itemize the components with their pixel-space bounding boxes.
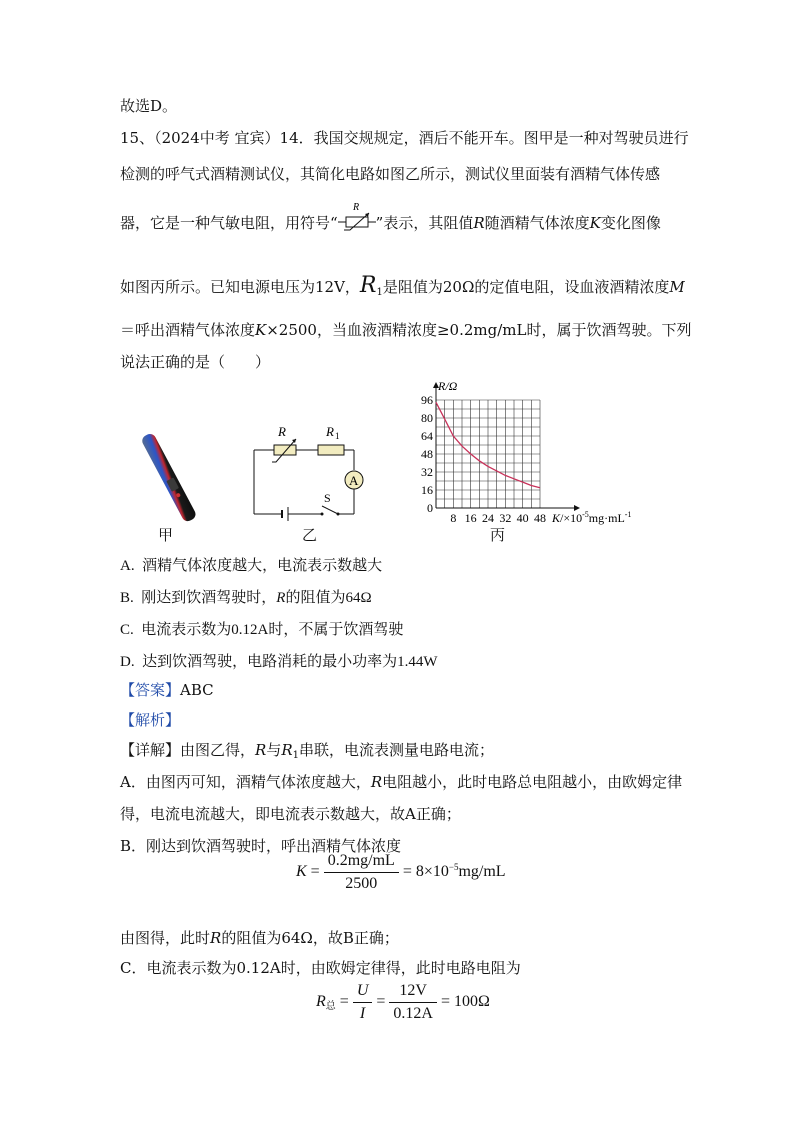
explain-text: 由图得，此时: [120, 929, 211, 947]
x-axis-label: $K/\times 10^{-5}mg\cdot mL^{-1}$: [552, 510, 632, 525]
question-stem-line-4: [120, 273, 685, 303]
option-var-r: R: [276, 590, 286, 606]
figure-yi: [246, 420, 366, 524]
stem-text: 是阻值为20Ω的定值电阻，设血液酒精浓度: [382, 278, 670, 296]
formula-k: K = $\frac{0.2mg/mL}{2500}$ = $8\times 10^{-5}mg/mL$: [296, 852, 506, 892]
stem-text: 器，它是一种气敏电阻，用符号“: [120, 214, 338, 232]
stem-text: ＝呼出酒精气体浓度: [120, 321, 256, 339]
circuit-diagram: [246, 420, 366, 524]
figure-bing-label: 丙: [490, 526, 506, 544]
y-axis-label: R/Ω: [438, 379, 458, 393]
x-tick-label: 24: [482, 511, 494, 525]
y-tick-labels: [421, 393, 433, 515]
option-text: 刚达到饮酒驾驶时，: [141, 590, 277, 606]
stem-var-k: K: [255, 321, 267, 339]
stem-text: 如图丙所示。已知电源电压为12V，: [120, 278, 360, 296]
detail-sub-1: 1: [292, 750, 300, 761]
chart-grid: [436, 400, 540, 508]
option-c[interactable]: [120, 620, 403, 640]
option-text: 酒精气体浓度越大，电流表示数越大: [142, 558, 383, 574]
stem-text: 变化图像: [600, 214, 661, 232]
switch-label: S: [324, 491, 331, 505]
detail-text: 由图乙得，: [180, 741, 256, 759]
detail-text: 串联，电流表测量电路电流；: [299, 741, 495, 759]
option-b[interactable]: [120, 588, 372, 608]
detail-line: [120, 740, 494, 766]
formula-value-fraction: $\frac{12V}{0.12A}$: [389, 982, 437, 1023]
explain-a-line-2: 得，电流电流越大，即电流表示数越大，故A正确；: [120, 805, 461, 823]
formula-k-lhs: K: [296, 863, 307, 881]
stem-sub-1: 1: [376, 287, 383, 298]
formula-ui-fraction: $\frac{U}{I}$: [353, 982, 373, 1023]
ammeter-label: A: [349, 473, 359, 488]
question-stem-line-2: 检测的呼气式酒精测试仪，其简化电路如图乙所示，测试仪里面装有酒精气体传感: [120, 165, 661, 183]
x-tick-label: 8: [450, 511, 457, 525]
option-text: 电流表示数为0.12A时，不属于饮酒驾驶: [141, 622, 404, 638]
option-key: C.: [120, 622, 134, 638]
y-tick-label: 48: [421, 447, 433, 461]
y-tick-label: 16: [421, 483, 433, 497]
y-tick-label: 0: [427, 501, 433, 515]
figure-jia: [118, 428, 218, 528]
question-stem-line-1: 15、（2024中考 宜宾）14．我国交规规定，酒后不能开车。图甲是一种对驾驶员进行: [120, 129, 689, 147]
option-key: A.: [120, 558, 135, 574]
answer-label: 【答案】: [120, 681, 181, 699]
stem-text: 随酒精气体浓度: [484, 214, 590, 232]
detail-text: 与: [266, 741, 282, 759]
explain-text: A．由图丙可知，酒精气体浓度越大，: [120, 773, 371, 791]
explain-text: 电阻越小，此时电路总电阻越小，由欧姆定律: [382, 773, 683, 791]
explain-var-r: R: [210, 929, 222, 947]
option-text: 的阻值为64Ω: [285, 590, 372, 606]
explain-var-r: R: [370, 773, 383, 791]
answer-value: ABC: [180, 681, 214, 699]
option-d[interactable]: [120, 652, 438, 672]
y-tick-label: 80: [421, 411, 433, 425]
figure-yi-label: 乙: [302, 526, 318, 544]
breathalyzer-image: [118, 428, 218, 528]
formula-k-fraction: $\frac{0.2mg/mL}{2500}$: [324, 852, 399, 893]
question-stem-line-3: [120, 202, 661, 234]
option-key: B.: [120, 590, 134, 606]
stem-text: ×2500，当血液酒精浓度≥0.2mg/mL时，属于饮酒驾驶。下列: [266, 321, 692, 339]
answer-line: [120, 680, 214, 700]
x-tick-label: 16: [464, 511, 477, 525]
resistance-concentration-chart: [412, 376, 672, 526]
option-a[interactable]: [120, 556, 382, 576]
explain-b-line-1: B．刚达到饮酒驾驶时，呼出酒精气体浓度: [120, 837, 402, 855]
figure-jia-label: 甲: [158, 526, 174, 544]
explain-text: 的阻值为64Ω，故B正确；: [221, 929, 399, 947]
chart-axes: [433, 382, 580, 511]
explain-b-line-2: [120, 928, 399, 948]
symbol-label: R: [352, 202, 359, 213]
option-key: D.: [120, 654, 135, 670]
stem-var-r1: R: [359, 273, 377, 298]
stem-var-m: M: [669, 278, 685, 296]
explain-a-line-1: [120, 772, 682, 792]
x-tick-label: 48: [534, 511, 546, 525]
stem-var-r: R: [473, 214, 485, 232]
circuit-label-r: R: [278, 424, 286, 439]
question-stem-line-5: [120, 320, 691, 340]
analysis-label: 【解析】: [120, 711, 181, 729]
option-text: 达到饮酒驾驶，电路消耗的最小功率为1.44W: [142, 654, 438, 670]
gas-sensor-symbol-icon: [338, 202, 376, 232]
y-tick-label: 32: [421, 465, 433, 479]
stem-var-k: K: [589, 214, 601, 232]
detail-label: 【详解】: [120, 741, 181, 759]
sensor-symbol: [338, 202, 376, 234]
circuit-label-r1-sub: 1: [335, 431, 340, 441]
x-tick-labels: [450, 511, 546, 525]
question-stem-line-6: 说法正确的是（ ）: [120, 353, 271, 371]
formula-r-total: $R_总$ = $\frac{U}{I}$ = $\frac{12V}{0.12A}$ = 100Ω: [316, 982, 490, 1022]
conclusion-line: 故选D。: [120, 97, 178, 115]
explain-c-line-1: C．电流表示数为0.12A时，由欧姆定律得，此时电路电阻为: [120, 959, 521, 977]
x-tick-label: 32: [499, 511, 512, 525]
stem-text: ”表示，其阻值: [375, 214, 474, 232]
y-tick-label: 96: [421, 393, 433, 407]
detail-var-r: R: [255, 741, 267, 759]
y-tick-label: 64: [421, 429, 433, 443]
circuit-label-r1: R: [326, 424, 334, 439]
x-tick-label: 40: [516, 511, 529, 525]
detail-var-r1: R: [281, 741, 293, 759]
